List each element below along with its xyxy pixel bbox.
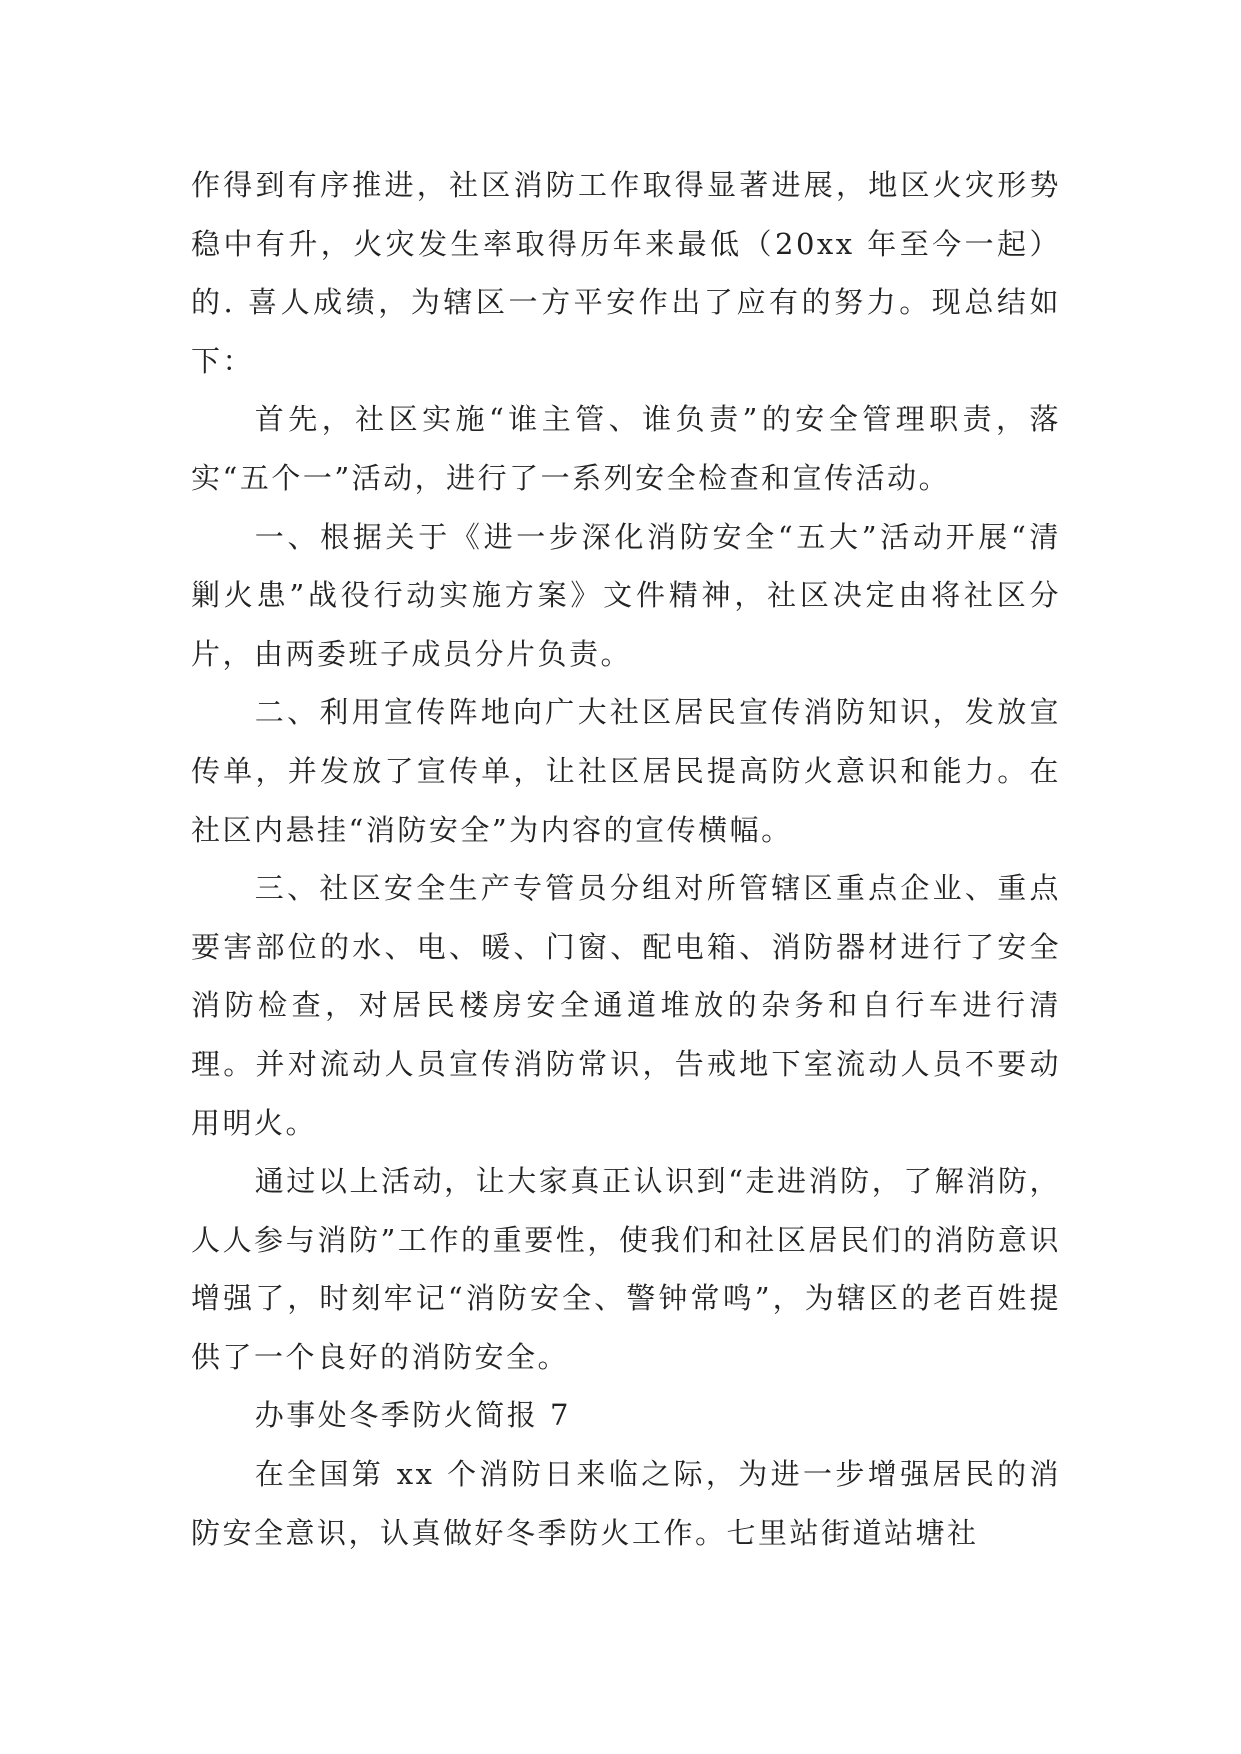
paragraph-item-1: 一、根据关于《进一步深化消防安全“五大”活动开展“清剿火患”战役行动实施方案》文件精神，社区决定由将社区分片，由两委班子成员分片负责。 [191,519,1061,671]
paragraph-conclusion: 通过以上活动，让大家真正认识到“走进消防，了解消防，人人参与消防”工作的重要性，使我们和社区居民们的消防意识增强了，时刻牢记“消防安全、警钟常鸣”，为辖区的老百姓提供了一个良好的消防安全。 [191,1164,1061,1374]
paragraph-intro: 首先，社区实施“谁主管、谁负责”的安全管理职责，落实“五个一”活动，进行了一系列安全检查和宣传活动。 [191,402,1061,495]
paragraph-continuation: 作得到有序推进，社区消防工作取得显著进展，地区火灾形势稳中有升，火灾发生率取得历年来最低（20xx 年至今一起）的. 喜人成绩，为辖区一方平安作出了应有的努力。现总结如下： [191,168,1061,378]
paragraph-item-3: 三、社区安全生产专管员分组对所管辖区重点企业、重点要害部位的水、电、暖、门窗、配电箱、消防器材进行了安全消防检查，对居民楼房安全通道堆放的杂务和自行车进行清理。并对流动人员宣传消防常识，告戒地下室流动人员不要动用明火。 [191,871,1061,1140]
section-heading: 办事处冬季防火简报 7 [254,1398,571,1433]
paragraph-item-2: 二、利用宣传阵地向广大社区居民宣传消防知识，发放宣传单，并发放了宣传单，让社区居民提高防火意识和能力。在社区内悬挂“消防安全”为内容的宣传横幅。 [191,695,1061,847]
body-text [191,156,1061,1562]
paragraph-section-start: 在全国第 xx 个消防日来临之际，为进一步增强居民的消防安全意识，认真做好冬季防火工作。七里站街道站塘社 [191,1457,1061,1550]
